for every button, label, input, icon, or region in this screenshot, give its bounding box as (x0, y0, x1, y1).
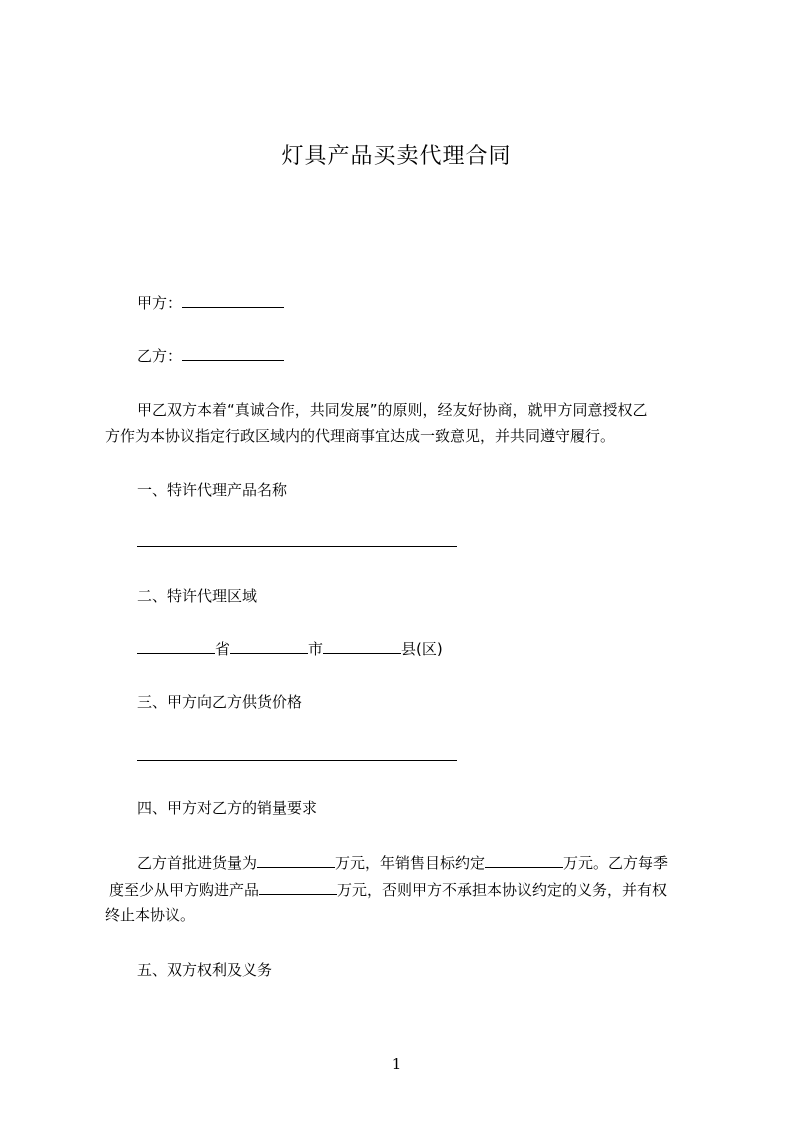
obligation-label: 万元，否则甲方不承担本协议约定的义务，并有权 (337, 881, 668, 899)
city-label: 市 (308, 640, 324, 658)
section-1-heading: 一、特许代理产品名称 (137, 481, 288, 499)
county-blank (323, 638, 401, 654)
section-2-heading: 二、特许代理区域 (137, 587, 258, 605)
intro-line-2: 方作为本协议指定行政区域内的代理商事宜达成一致意见，并共同遵守履行。 (105, 427, 616, 445)
first-order-blank (257, 852, 335, 868)
section-1-blank-line (137, 531, 737, 552)
section-5-heading: 五、双方权利及义务 (137, 961, 273, 979)
city-blank (230, 638, 308, 654)
annual-target-label: 万元，年销售目标约定 (335, 854, 486, 872)
county-label: 县(区) (401, 640, 443, 658)
province-blank (137, 638, 215, 654)
intro-line-1: 甲乙双方本着“真诚合作，共同发展”的原则，经友好协商，就甲方同意授权乙 (137, 401, 648, 419)
party-a-blank (182, 292, 284, 308)
annual-target-blank (485, 852, 563, 868)
section-4-heading: 四、甲方对乙方的销量要求 (137, 799, 318, 817)
party-a-line (137, 292, 737, 313)
first-order-label: 乙方首批进货量为 (137, 854, 258, 872)
party-a-label: 甲方： (137, 294, 183, 312)
section-3-blank-line (137, 745, 737, 766)
page-number: 1 (391, 1055, 402, 1073)
section-3-heading: 三、甲方向乙方供货价格 (137, 693, 303, 711)
sales-line-2 (109, 879, 709, 900)
region-line (137, 638, 737, 659)
party-b-line (137, 345, 737, 366)
party-b-blank (182, 345, 284, 361)
sales-line-1 (137, 852, 737, 873)
document-title: 灯具产品买卖代理合同 (281, 144, 512, 169)
supply-price-blank (137, 745, 457, 761)
quarterly-label: 万元。乙方每季 (563, 854, 669, 872)
sales-line-3: 终止本协议。 (105, 906, 196, 924)
quarterly-min-label: 度至少从甲方购进产品 (109, 881, 260, 899)
product-name-blank (137, 531, 457, 547)
party-b-label: 乙方： (137, 347, 183, 365)
quarterly-min-blank (259, 879, 337, 895)
province-label: 省 (215, 640, 231, 658)
